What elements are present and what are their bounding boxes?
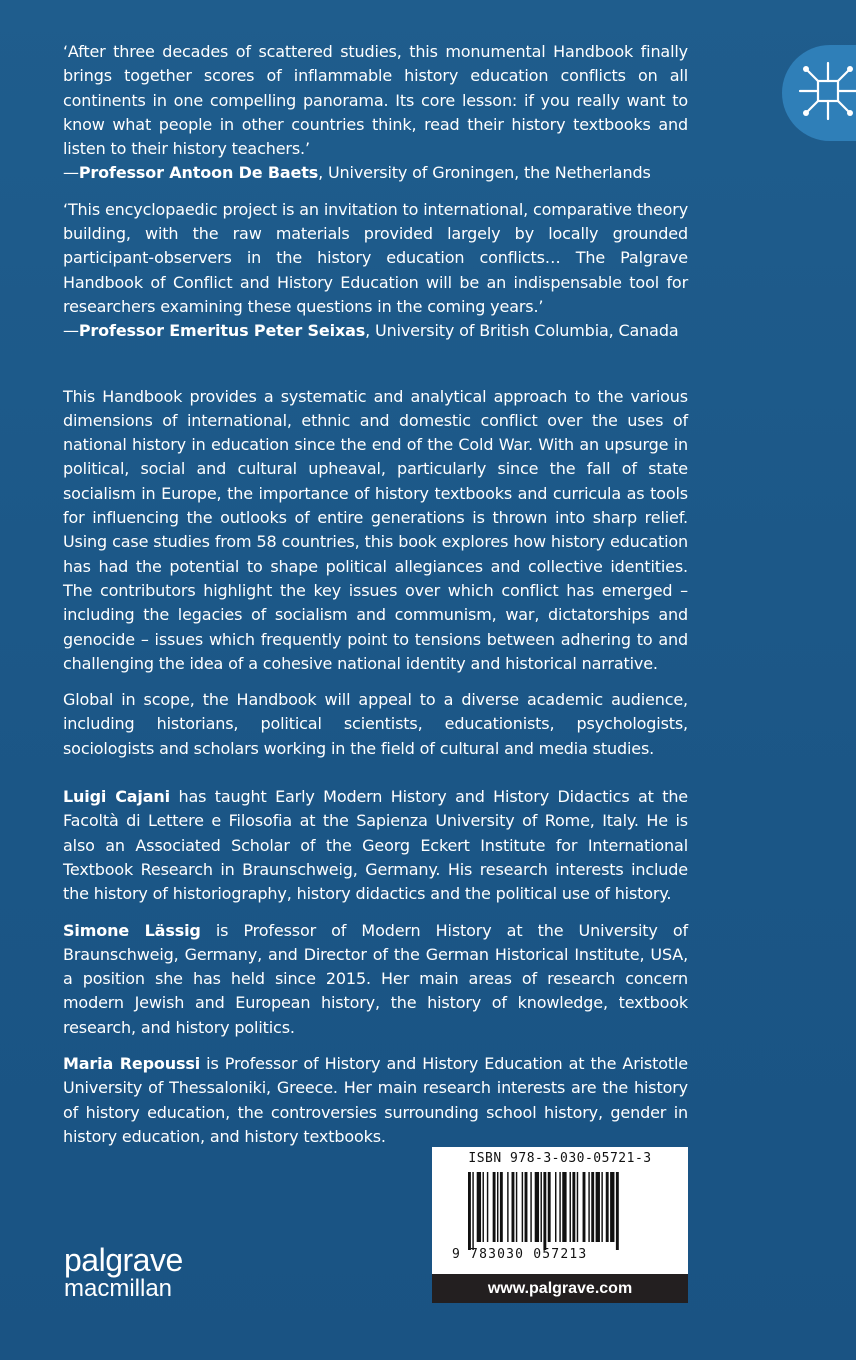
barcode-bar [588,1172,589,1242]
barcode-bars [468,1172,658,1250]
barcode-bar [483,1172,484,1242]
logo-line-2: macmillan [64,1275,173,1302]
barcode-bar [616,1172,619,1250]
quote-2-attribution: —Professor Emeritus Peter Seixas, University of British Columbia, Canada [63,321,679,341]
logo-line-1: palgrave [64,1242,183,1278]
barcode-bar [468,1172,471,1250]
barcode-bar [516,1172,517,1242]
barcode-bar [583,1172,586,1242]
editor-name: Simone Lässig [63,920,201,940]
barcode-bar [535,1172,539,1242]
quote-1: ‘After three decades of scattered studies, this monumental Handbook finally brings together scores of inflammable history education conflicts on all continents in one compelling panorama. Its core lesson: if you really want to know what people in other countries think, read their history textbooks and listen to their history teachers.’ [63,42,688,159]
barcode-bar [507,1172,508,1242]
isbn-barcode [432,1147,688,1303]
barcode-bar [512,1172,515,1242]
barcode-bar [562,1172,566,1242]
editor-name: Maria Repoussi [63,1053,201,1073]
barcode-bar [522,1172,523,1242]
editor-name: Luigi Cajani [63,787,170,807]
palgrave-network-icon [796,59,856,123]
barcode-bar [596,1172,600,1242]
barcode-bar [559,1172,560,1242]
barcode-bar [548,1172,551,1242]
barcode-bar [541,1172,542,1242]
description-paragraph: This Handbook provides a systematic and analytical approach to the various dimensions of international, ethnic and domestic conflict over the uses of national history in education since the end of the Cold War. With an upsurge in political, social and cultural upheaval, particularly since the fall of state socialism in Europe, the importance of history textbooks and curricula as tools for influencing the outlooks of entire generations is thrown into sharp relief. Using case studies from 58 countries, this book explores how history education has had the potential to shape political allegiances and collective identities. The contributors highlight the key issues over which conflict has emerged – including the legacies of socialism and communism, war, dictatorships and genocide – issues which frequently point to tensions between adhering to and challenging the idea of a cohesive national identity and historical narrative. [63,386,688,673]
quote-2-author: Professor Emeritus Peter Seixas [78,321,366,341]
quote-2: ‘This encyclopaedic project is an invitation to international, comparative theory building, with the raw materials provided largely by locally grounded participant-observers in the history education conflicts… The Palgrave Handbook of Conflict and History Education will be an indispensable tool for researchers examining these questions in the coming years.’ [63,199,689,316]
quote-1-attribution: —Professor Antoon De Baets, University of Groningen, the Netherlands [63,163,651,183]
publisher-logo [64,1244,183,1302]
barcode-bar [610,1172,614,1242]
isbn-label: ISBN 978-3-030-05721-3 [468,1151,652,1166]
barcode-bar [555,1172,556,1242]
editor-bio: Simone Lässig is Professor of Modern History at the University of Braunschweig, Germany, and Director of the German Historical Institute, USA, a position she has held since 2015. Her main areas of research concern modern Jewish and European history, the history of knowledge, textbook research, and history politics. [63,920,689,1037]
barcode-bar [472,1172,473,1250]
barcode-bar [570,1172,571,1242]
barcode-bar [543,1172,546,1250]
barcode-bar [525,1172,528,1242]
editor-bio: Luigi Cajani has taught Early Modern History and History Didactics at the Facoltà di Lettere e Filosofia at the Sapienza University of Rome, Italy. He is also an Associated Scholar of the Georg Eckert Institute for International Textbook Research in Braunschweig, Germany. His research interests include the history of historiography, history didactics and the political use of history. [63,787,689,904]
barcode-bar [601,1172,602,1242]
barcode-bar [606,1172,609,1242]
isbn-digits: 9 783030 057213 [452,1247,588,1262]
barcode-bar [500,1172,503,1242]
quote-1-author: Professor Antoon De Baets [78,163,319,183]
barcode-bar [577,1172,578,1242]
barcode-bar [591,1172,594,1242]
barcode-bar [572,1172,575,1242]
barcode-bar [497,1172,498,1242]
back-cover-text [63,40,688,1161]
barcode-bar [493,1172,496,1242]
editor-bio: Maria Repoussi is Professor of History and History Education at the Aristotle University of Thessaloniki, Greece. Her main research interests are the history of history education, the controversies surrounding school history, gender in history education, and history textbooks. [63,1053,688,1146]
barcode-bar [530,1172,531,1242]
description-paragraph: Global in scope, the Handbook will appeal to a diverse academic audience, including historians, political scientists, educationists, psychologists, sociologists and scholars working in the field of cultural and media studies. [63,690,688,758]
barcode-bar [487,1172,488,1242]
barcode-bar [477,1172,481,1242]
publisher-url: www.palgrave.com [432,1274,688,1303]
